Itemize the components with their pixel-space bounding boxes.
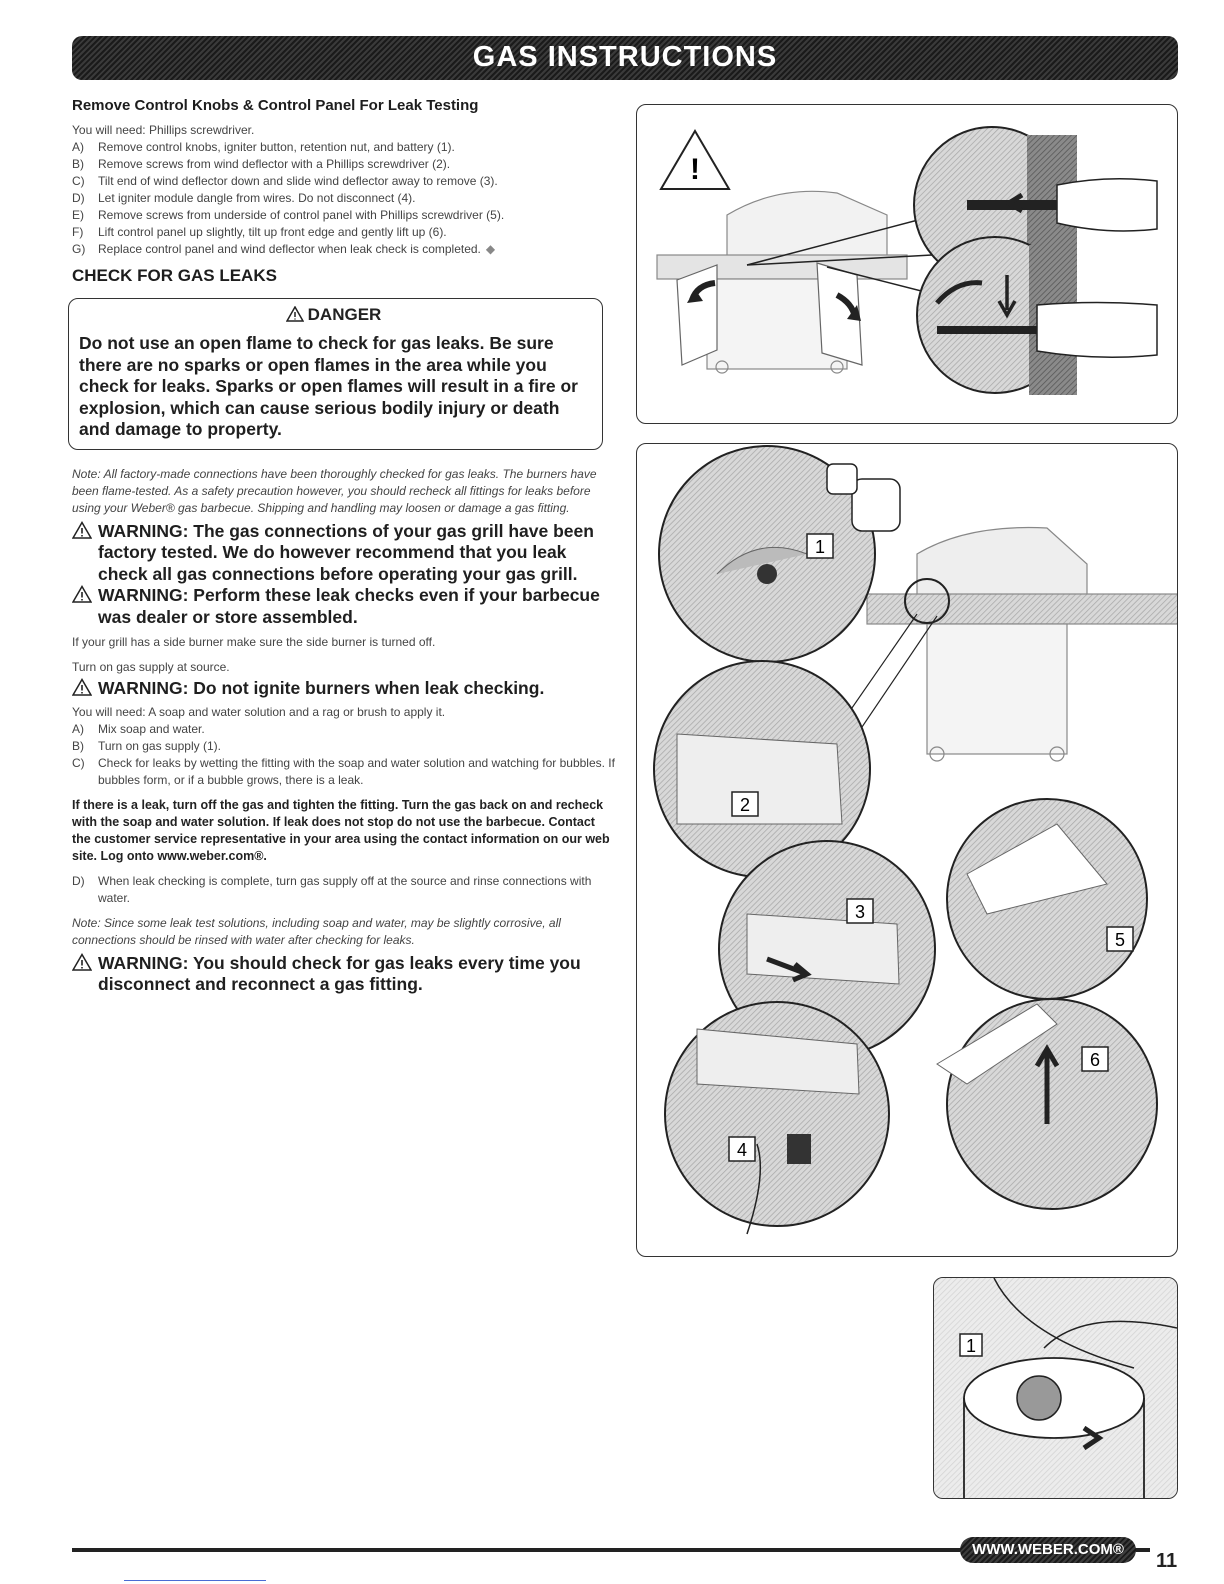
end-mark-icon: ◆ xyxy=(485,242,496,256)
warning-glyph: ! xyxy=(690,153,700,186)
grill-sketch xyxy=(657,191,907,373)
remove-steps xyxy=(72,139,617,258)
tank-valve-illustration xyxy=(934,1278,1177,1498)
page-number: 11 xyxy=(1156,1550,1178,1572)
warning-triangle-icon xyxy=(72,521,92,539)
check-steps xyxy=(72,721,617,789)
list-item: A) Mix soap and water. xyxy=(72,721,205,736)
list-item: D) Let igniter module dangle from wires. Do not disconnect (4). xyxy=(72,191,416,205)
list-item: G) Replace control panel and wind deflector when leak check is completed. ◆ xyxy=(72,242,496,256)
figure-label-2: 2 xyxy=(739,795,751,815)
remove-need: You will need: Phillips screwdriver. xyxy=(72,123,255,137)
knob-removal-illustration xyxy=(637,105,1177,423)
instructions-column xyxy=(72,97,617,996)
leak-found-text: If there is a leak, turn off the gas and tighten the fitting. Turn the gas back on and recheck with the soap and water solution. If leak does not stop do not use the barbecue. Contact the customer service representative in your area using the contact information on our web site. Log onto www.weber.com®. xyxy=(72,797,610,863)
list-item: C) Check for leaks by wetting the fitting with the soap and water solution and watching for bubbles. If bubbles form, or if a bubble grows, there is a leak. xyxy=(72,755,615,787)
tank-label-1: 1 xyxy=(965,1336,977,1356)
check-step-d xyxy=(72,873,617,907)
note-factory: Note: All factory-made connections have been thoroughly checked for gas leaks. The burners have been flame-tested. As a safety precaution however, you should recheck all fittings for leaks before using your Weber® gas barbecue. Shipping and handling may loosen or damage a gas fitting. xyxy=(72,466,597,515)
warning-triangle-icon xyxy=(286,306,304,322)
remove-heading: Remove Control Knobs & Control Panel For Leak Testing xyxy=(72,97,479,114)
panel-removal-illustration xyxy=(637,444,1177,1256)
list-item: D) When leak checking is complete, turn gas supply off at the source and rinse connections with water. xyxy=(72,873,592,905)
page-header-banner xyxy=(72,36,1178,80)
check-heading: CHECK FOR GAS LEAKS xyxy=(72,266,277,285)
warning-triangle-icon xyxy=(72,953,92,971)
list-item: F) Lift control panel up slightly, tilt up front edge and gently lift up (6). xyxy=(72,225,447,239)
figure-panel-removal xyxy=(636,443,1178,1257)
side-burner-text: If your grill has a side burner make sure the side burner is turned off. xyxy=(72,635,436,649)
warning-triangle-icon xyxy=(661,131,729,189)
grill-sketch xyxy=(867,528,1177,761)
warning-triangle-icon xyxy=(72,678,92,696)
figure-label-6: 6 xyxy=(1089,1050,1101,1070)
warning-triangle-icon xyxy=(72,585,92,603)
warning-dealer-assembled: WARNING: Perform these leak checks even if your barbecue was dealer or store assembled. xyxy=(72,585,617,628)
figure-label-1: 1 xyxy=(814,537,826,557)
warning-no-ignite: WARNING: Do not ignite burners when leak checking. xyxy=(72,678,617,700)
list-item: A) Remove control knobs, igniter button, retention nut, and battery (1). xyxy=(72,140,455,154)
danger-text: Do not use an open flame to check for gas leaks. Be sure there are no sparks or open flames in the area while you check for leaks. Sparks or open flames will result in a fire or explosion, which can cause serious bodily injury or death and damage to property. xyxy=(79,333,578,439)
danger-title: DANGER xyxy=(79,305,588,325)
figure-label-3: 3 xyxy=(854,902,866,922)
figure-tank-valve xyxy=(933,1277,1178,1499)
figure-knob-removal xyxy=(636,104,1178,424)
list-item: E) Remove screws from underside of control panel with Phillips screwdriver (5). xyxy=(72,208,505,222)
list-item: B) Remove screws from wind deflector with a Phillips screwdriver (2). xyxy=(72,157,451,171)
list-item: C) Tilt end of wind deflector down and slide wind deflector away to remove (3). xyxy=(72,174,498,188)
danger-box xyxy=(68,298,603,450)
warning-every-time: WARNING: You should check for gas leaks every time you disconnect and reconnect a gas fitting. xyxy=(72,953,617,996)
figure-label-4: 4 xyxy=(736,1140,748,1160)
warning-factory-tested: WARNING: The gas connections of your gas grill have been factory tested. We do however recommend that you leak check all gas connections before operating your gas grill. xyxy=(72,521,617,586)
scan-link-line xyxy=(124,1580,266,1581)
footer-url: WWW.WEBER.COM® xyxy=(960,1537,1136,1563)
turn-on-text: Turn on gas supply at source. xyxy=(72,660,230,674)
figure-label-5: 5 xyxy=(1114,930,1126,950)
note-corrosive: Note: Since some leak test solutions, including soap and water, may be slightly corrosive, all connections should be rinsed with water after checking for leaks. xyxy=(72,915,561,947)
list-item: B) Turn on gas supply (1). xyxy=(72,738,221,753)
page-title: GAS INSTRUCTIONS xyxy=(472,41,778,73)
check-need: You will need: A soap and water solution and a rag or brush to apply it. xyxy=(72,704,446,719)
